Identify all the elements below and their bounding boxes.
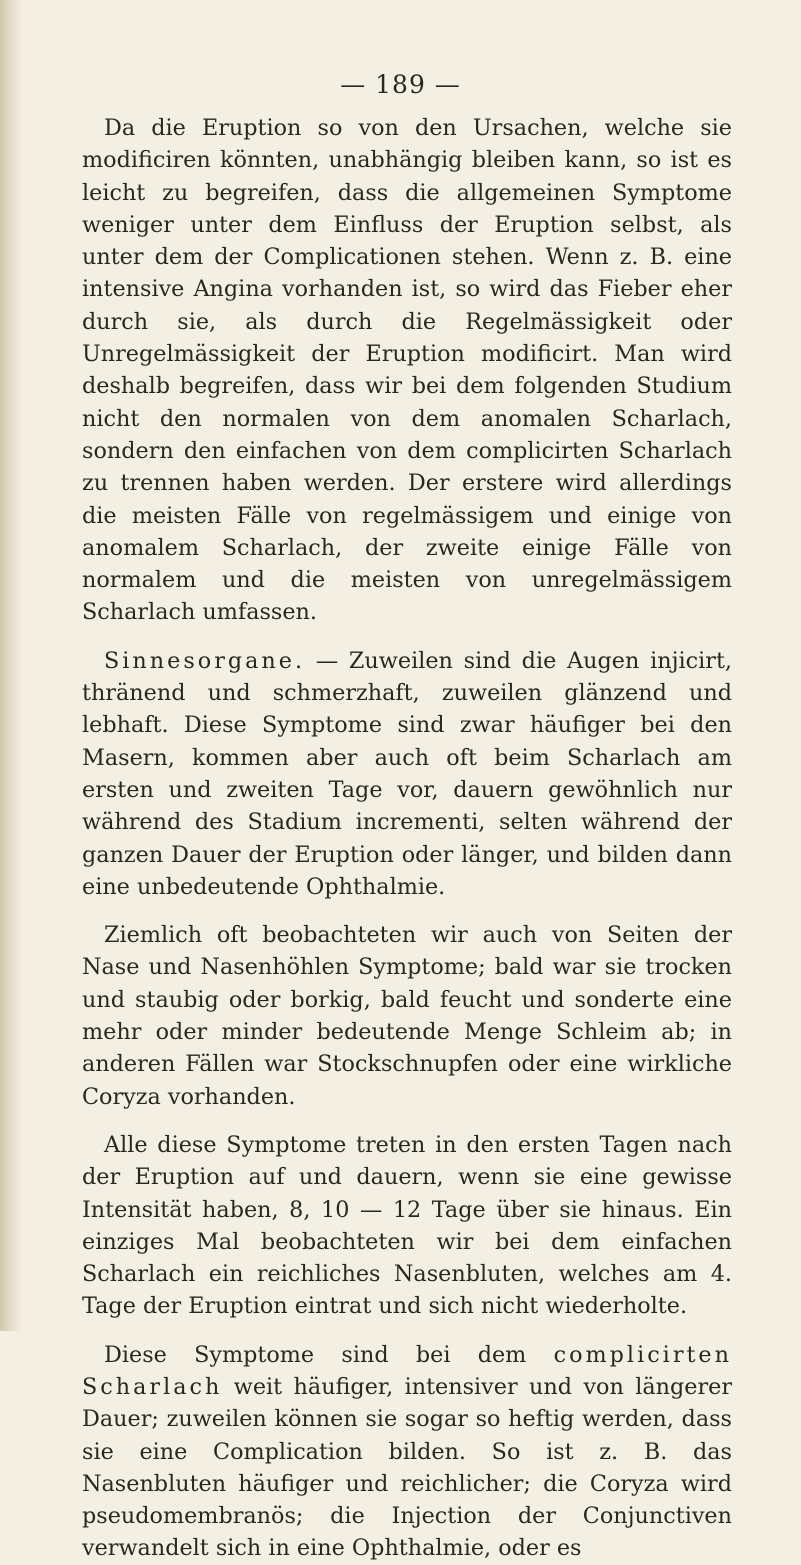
paragraph-2	[82, 645, 732, 903]
emphasis-complicirten-scharlach: complicirten Scharlach	[82, 1341, 732, 1400]
page-number: — 189 —	[340, 70, 461, 99]
paragraph-4	[82, 1129, 732, 1323]
section-heading-sinnesorgane: Sinnesorgane.	[104, 647, 306, 674]
paragraph-5	[82, 1339, 732, 1565]
paragraph-3-text: Ziemlich oft beobachteten wir auch von Seiten der Nase und Nasenhöhlen Symptome; bald war sie trocken und staubig oder borkig, bald feucht und sonderte eine mehr oder minder bedeutende Menge Schleim ab; in anderen Fällen war Stockschnupfen oder eine wirkliche Coryza vorhanden.	[82, 922, 732, 1110]
page-binding-shadow	[0, 0, 22, 1331]
paragraph-1	[82, 112, 732, 629]
paragraph-2-text: — Zuweilen sind die Augen injicirt, thränend und schmerzhaft, zuweilen glänzend und lebhaft. Diese Symptome sind zwar häufiger bei den Masern, kommen aber auch oft beim Scharlach am ersten und zweiten Tage vor, dauern gewöhnlich nur während des Stadium incrementi, selten während der ganzen Dauer der Eruption oder länger, und bilden dann eine unbedeutende Ophthalmie.	[82, 647, 732, 900]
body-text	[82, 112, 732, 1565]
paragraph-3	[82, 919, 732, 1113]
paragraph-4-text: Alle diese Symptome treten in den ersten Tagen nach der Eruption auf und dauern, wenn sie eine gewisse Intensität haben, 8, 10 — 12 Tage über sie hinaus. Ein einziges Mal beobachteten wir bei dem einfachen Scharlach ein reichliches Nasenbluten, welches am 4. Tage der Eruption eintrat und sich nicht wiederholte.	[82, 1131, 732, 1320]
paragraph-1-text: Da die Eruption so von den Ursachen, welche sie modificiren könnten, unabhängig bleiben kann, so ist es leicht zu begreifen, dass die allgemeinen Symptome weniger unter dem Einfluss der Eruption selbst, als unter dem der Complicationen stehen. Wenn z. B. eine intensive Angina vorhanden ist, so wird das Fieber eher durch sie, als durch die Regelmässigkeit oder Unregelmässigkeit der Eruption modificirt. Man wird deshalb begreifen, dass wir bei dem folgenden Studium nicht den normalen von dem anomalen Scharlach, sondern den einfachen von dem complicirten Scharlach zu trennen haben werden. Der erstere wird allerdings die meisten Fälle von regelmässigem und einige von anomalem Scharlach, der zweite einige Fälle von normalem und die meisten von unregelmässigem Scharlach umfassen.	[82, 115, 732, 626]
paragraph-5-text-before: Diese Symptome sind bei dem	[104, 1341, 554, 1368]
paragraph-5-text-after: weit häufiger, intensiver und von längerer Dauer; zuweilen können sie sogar so heftig werden, dass sie eine Complication bilden. So ist z. B. das Nasenbluten häufiger und reichlicher; die Coryza wird pseudomembranös; die Injection der Conjunctiven verwandelt sich in eine Ophthalmie, oder es	[82, 1373, 732, 1562]
